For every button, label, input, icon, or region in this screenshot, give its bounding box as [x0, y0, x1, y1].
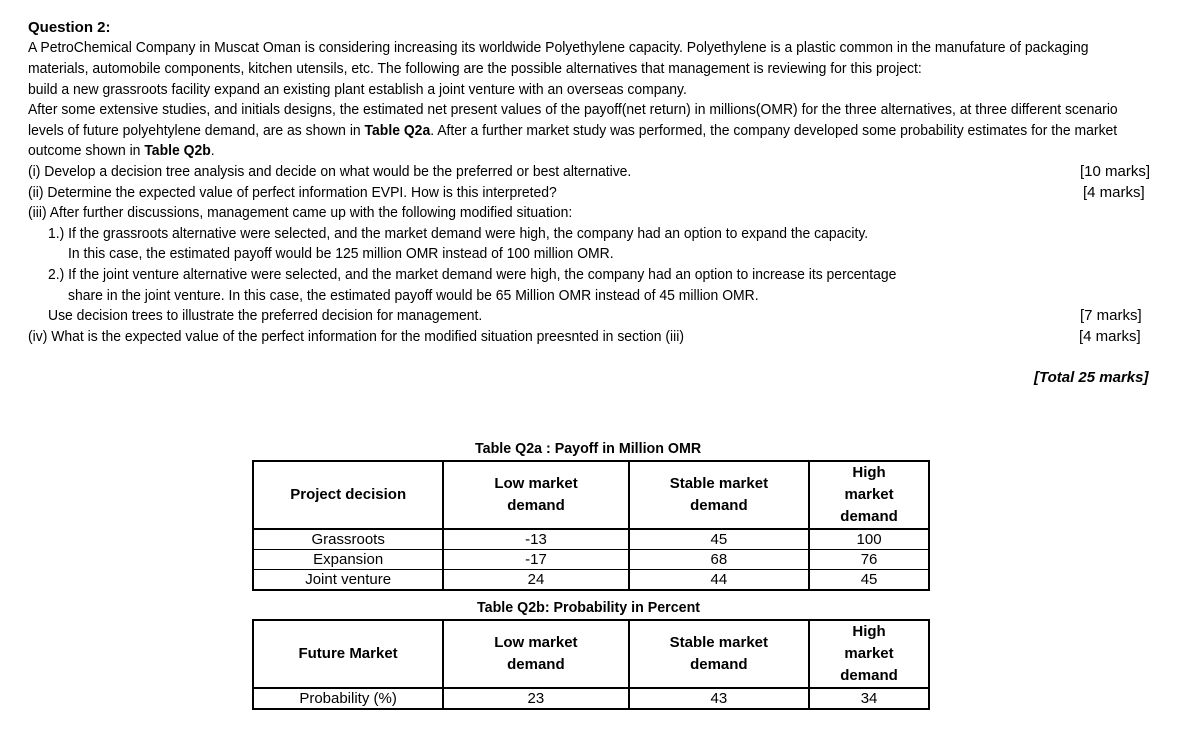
cell-value: 34	[809, 688, 929, 709]
header-project-decision: Project decision	[253, 461, 443, 529]
question-title: Question 2:	[28, 19, 111, 36]
table-row	[253, 688, 929, 709]
table-row	[253, 529, 929, 550]
item-2-line-a: 2.) If the joint venture alternative were selected, and the market demand were high, the company had an option to increase its percentage	[48, 266, 897, 283]
cell-value: 45	[629, 529, 809, 550]
table-row	[253, 550, 929, 570]
cell-value: -13	[443, 529, 628, 550]
cell-value: 44	[629, 570, 809, 591]
item-1-line-b: In this case, the estimated payoff would be 125 million OMR instead of 100 million OMR.	[68, 245, 614, 262]
cell-value: 23	[443, 688, 628, 709]
part-iv-text: (iv) What is the expected value of the perfect information for the modified situation preesnted in section (iii)	[28, 328, 684, 345]
header-stable-demand: Stable market demand	[629, 620, 809, 688]
total-marks: [Total 25 marks]	[1034, 369, 1149, 386]
table-q2a-header-row	[253, 461, 929, 529]
table-q2a-caption: Table Q2a : Payoff in Million OMR	[475, 440, 702, 457]
part-i-text: (i) Develop a decision tree analysis and decide on what would be the preferred or best alternative.	[28, 163, 632, 180]
part-iii-marks: [7 marks]	[1080, 307, 1142, 324]
part-iv-marks: [4 marks]	[1079, 328, 1141, 345]
cell-value: -17	[443, 550, 628, 570]
intro-line-2: materials, automobile components, kitchen utensils, etc. The following are the possible alternatives that management is reviewing for this project:	[28, 60, 922, 77]
row-label-grassroots: Grassroots	[253, 529, 443, 550]
part-iii-text: (iii) After further discussions, management came up with the following modified situation:	[28, 204, 573, 221]
intro-line-3: build a new grassroots facility expand an existing plant establish a joint venture with an overseas company.	[28, 81, 687, 98]
table-row	[253, 570, 929, 591]
cell-value: 100	[809, 529, 929, 550]
header-future-market: Future Market	[253, 620, 443, 688]
use-decision-trees: Use decision trees to illustrate the preferred decision for management.	[48, 307, 483, 324]
row-label-probability: Probability (%)	[253, 688, 443, 709]
intro-line-5: levels of future polyehtylene demand, are as shown in Table Q2a. After a further market study was performed, the company developed some probability estimates for the market	[28, 122, 1118, 139]
cell-value: 68	[629, 550, 809, 570]
header-high-demand: High market demand	[809, 620, 929, 688]
part-ii-text: (ii) Determine the expected value of perfect information EVPI. How is this interpreted?	[28, 184, 557, 201]
intro-line-6: outcome shown in Table Q2b.	[28, 142, 215, 159]
intro-line-1: A PetroChemical Company in Muscat Oman is considering increasing its worldwide Polyethylene capacity. Polyethylene is a plastic common in the manufature of packaging	[28, 39, 1089, 56]
table-q2b	[252, 619, 930, 710]
cell-value: 24	[443, 570, 628, 591]
table-q2a	[252, 460, 930, 591]
header-high-demand: High market demand	[809, 461, 929, 529]
cell-value: 76	[809, 550, 929, 570]
table-q2b-header-row	[253, 620, 929, 688]
part-i-marks: [10 marks]	[1080, 163, 1151, 180]
header-stable-demand: Stable market demand	[629, 461, 809, 529]
row-label-expansion: Expansion	[253, 550, 443, 570]
header-low-demand: Low market demand	[443, 461, 628, 529]
header-low-demand: Low market demand	[443, 620, 628, 688]
item-2-line-b: share in the joint venture. In this case, the estimated payoff would be 65 Million OMR instead of 45 million OMR.	[68, 287, 759, 304]
table-ref-q2a: Table Q2a	[364, 122, 431, 139]
item-1-line-a: 1.) If the grassroots alternative were selected, and the market demand were high, the company had an option to expand the capacity.	[48, 225, 869, 242]
cell-value: 45	[809, 570, 929, 591]
cell-value: 43	[629, 688, 809, 709]
table-q2b-caption: Table Q2b: Probability in Percent	[477, 599, 701, 616]
part-ii-marks: [4 marks]	[1083, 184, 1145, 201]
table-ref-q2b: Table Q2b	[144, 142, 211, 159]
row-label-joint-venture: Joint venture	[253, 570, 443, 591]
intro-line-4: After some extensive studies, and initials designs, the estimated net present values of the payoff(net return) in millions(OMR) for the three alternatives, at three different scenario	[28, 101, 1118, 118]
